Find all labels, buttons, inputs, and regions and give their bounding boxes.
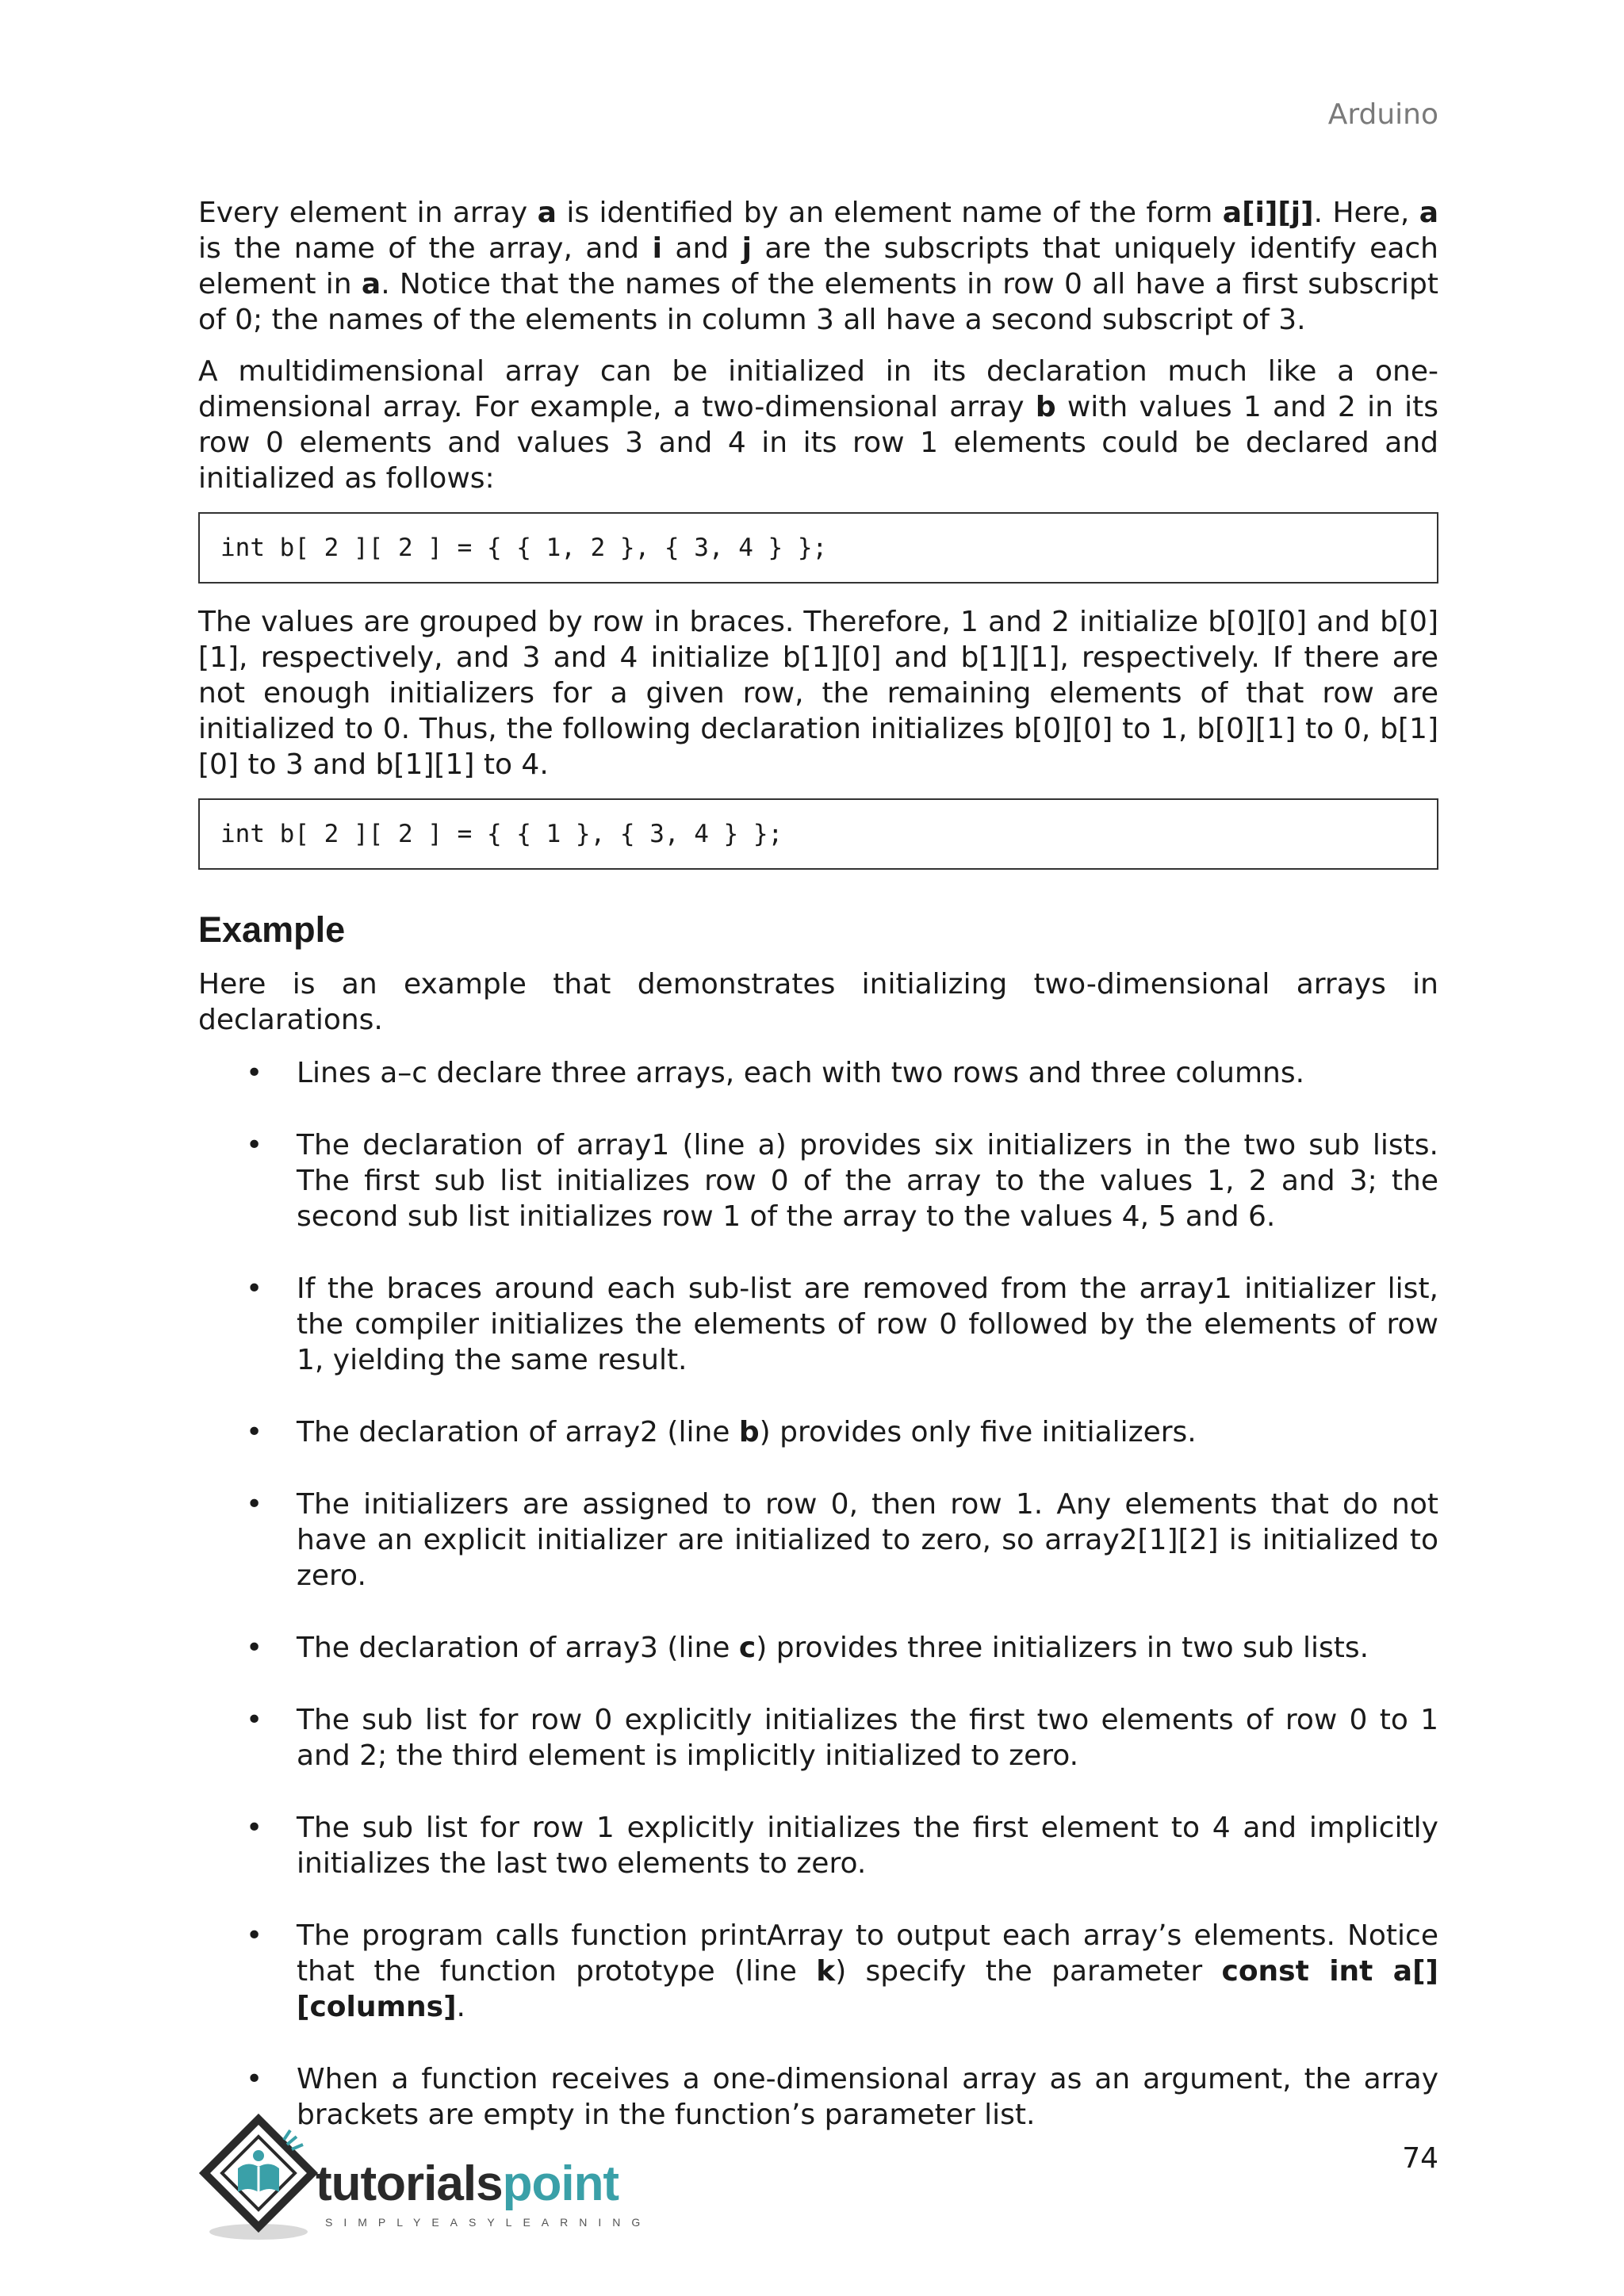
bullet-item: • The sub list for row 0 explicitly initializes the first two elements of row 0 to 1 and 2; the third element is implicitly initialized to zero. [198,1702,1438,1774]
logo-wordmark: tutorialspoint [316,2156,619,2211]
paragraph-grouping: The values are grouped by row in braces. Therefore, 1 and 2 initialize b[0][0] and b[0][1], respectively, and 3 and 4 initialize b[1][0] and b[1][1], respectively. If there are not enough initializers for a given row, the remaining elements of that row are initialized to 0. Thus, the following declaration initializes b[0][0] to 1, b[0][1] to 0, b[1][0] to 3 and b[1][1] to 4. [198,606,1438,781]
bullet-list [198,1055,1438,2133]
tutorialspoint-emblem-icon [198,2113,325,2248]
code-block-partial-init: int b[ 2 ][ 2 ] = { { 1 }, { 3, 4 } }; [198,798,1438,870]
bullet-item: • The program calls function printArray to output each array’s elements. Notice that the function prototype (line k) specify the parameter const int a[][columns]. [198,1918,1438,2025]
page-number: 74 [1402,2142,1438,2175]
section-heading-example: Example [198,909,346,950]
running-header-title: Arduino [1327,98,1438,131]
paragraph-element-names: Every element in array a is identified by an element name of the form a[i][j]. Here, a is the name of the array, and i and j are the subscripts that uniquely identify each element in a. Notice that the names of the elements in row 0 all have a first subscript of 0; the names of the elements in column 3 all have a second subscript of 3. [198,197,1439,336]
tutorialspoint-logo [198,2113,652,2248]
bullet-item: • The declaration of array2 (line b) provides only five initializers. [198,1414,1438,1450]
bullet-item: • The declaration of array3 (line c) provides three initializers in two sub lists. [198,1630,1438,1666]
logo-tagline: SIMPLYEASYLEARNING [325,2216,652,2229]
code-block-full-init: int b[ 2 ][ 2 ] = { { 1, 2 }, { 3, 4 } }; [198,512,1438,584]
bullet-item: • When a function receives a one-dimensional array as an argument, the array brackets are empty in the function’s parameter list. [198,2061,1438,2133]
bullet-item: • The initializers are assigned to row 0, then row 1. Any elements that do not have an explicit initializer are initialized to zero, so array2[1][2] is initialized to zero. [198,1487,1438,1594]
paragraph-example-intro: Here is an example that demonstrates initializing two-dimensional arrays in declarations. [198,968,1438,1036]
bullet-item: • The declaration of array1 (line a) provides six initializers in the two sub lists. The first sub list initializes row 0 of the array to the values 1, 2 and 3; the second sub list initializes row 1 of the array to the values 4, 5 and 6. [198,1127,1438,1234]
bullet-item: • Lines a–c declare three arrays, each with two rows and three columns. [198,1055,1438,1091]
page-content [198,195,1438,2169]
bullet-item: • The sub list for row 1 explicitly initializes the first element to 4 and implicitly initializes the last two elements to zero. [198,1810,1438,1881]
paragraph-initialization: A multidimensional array can be initialized in its declaration much like a one-dimensional array. For example, a two-dimensional array b with values 1 and 2 in its row 0 elements and values 3 and 4 in its row 1 elements could be declared and initialized as follows: [198,355,1439,495]
bullet-item: • If the braces around each sub-list are removed from the array1 initializer list, the compiler initializes the elements of row 0 followed by the elements of row 1, yielding the same result. [198,1271,1438,1378]
